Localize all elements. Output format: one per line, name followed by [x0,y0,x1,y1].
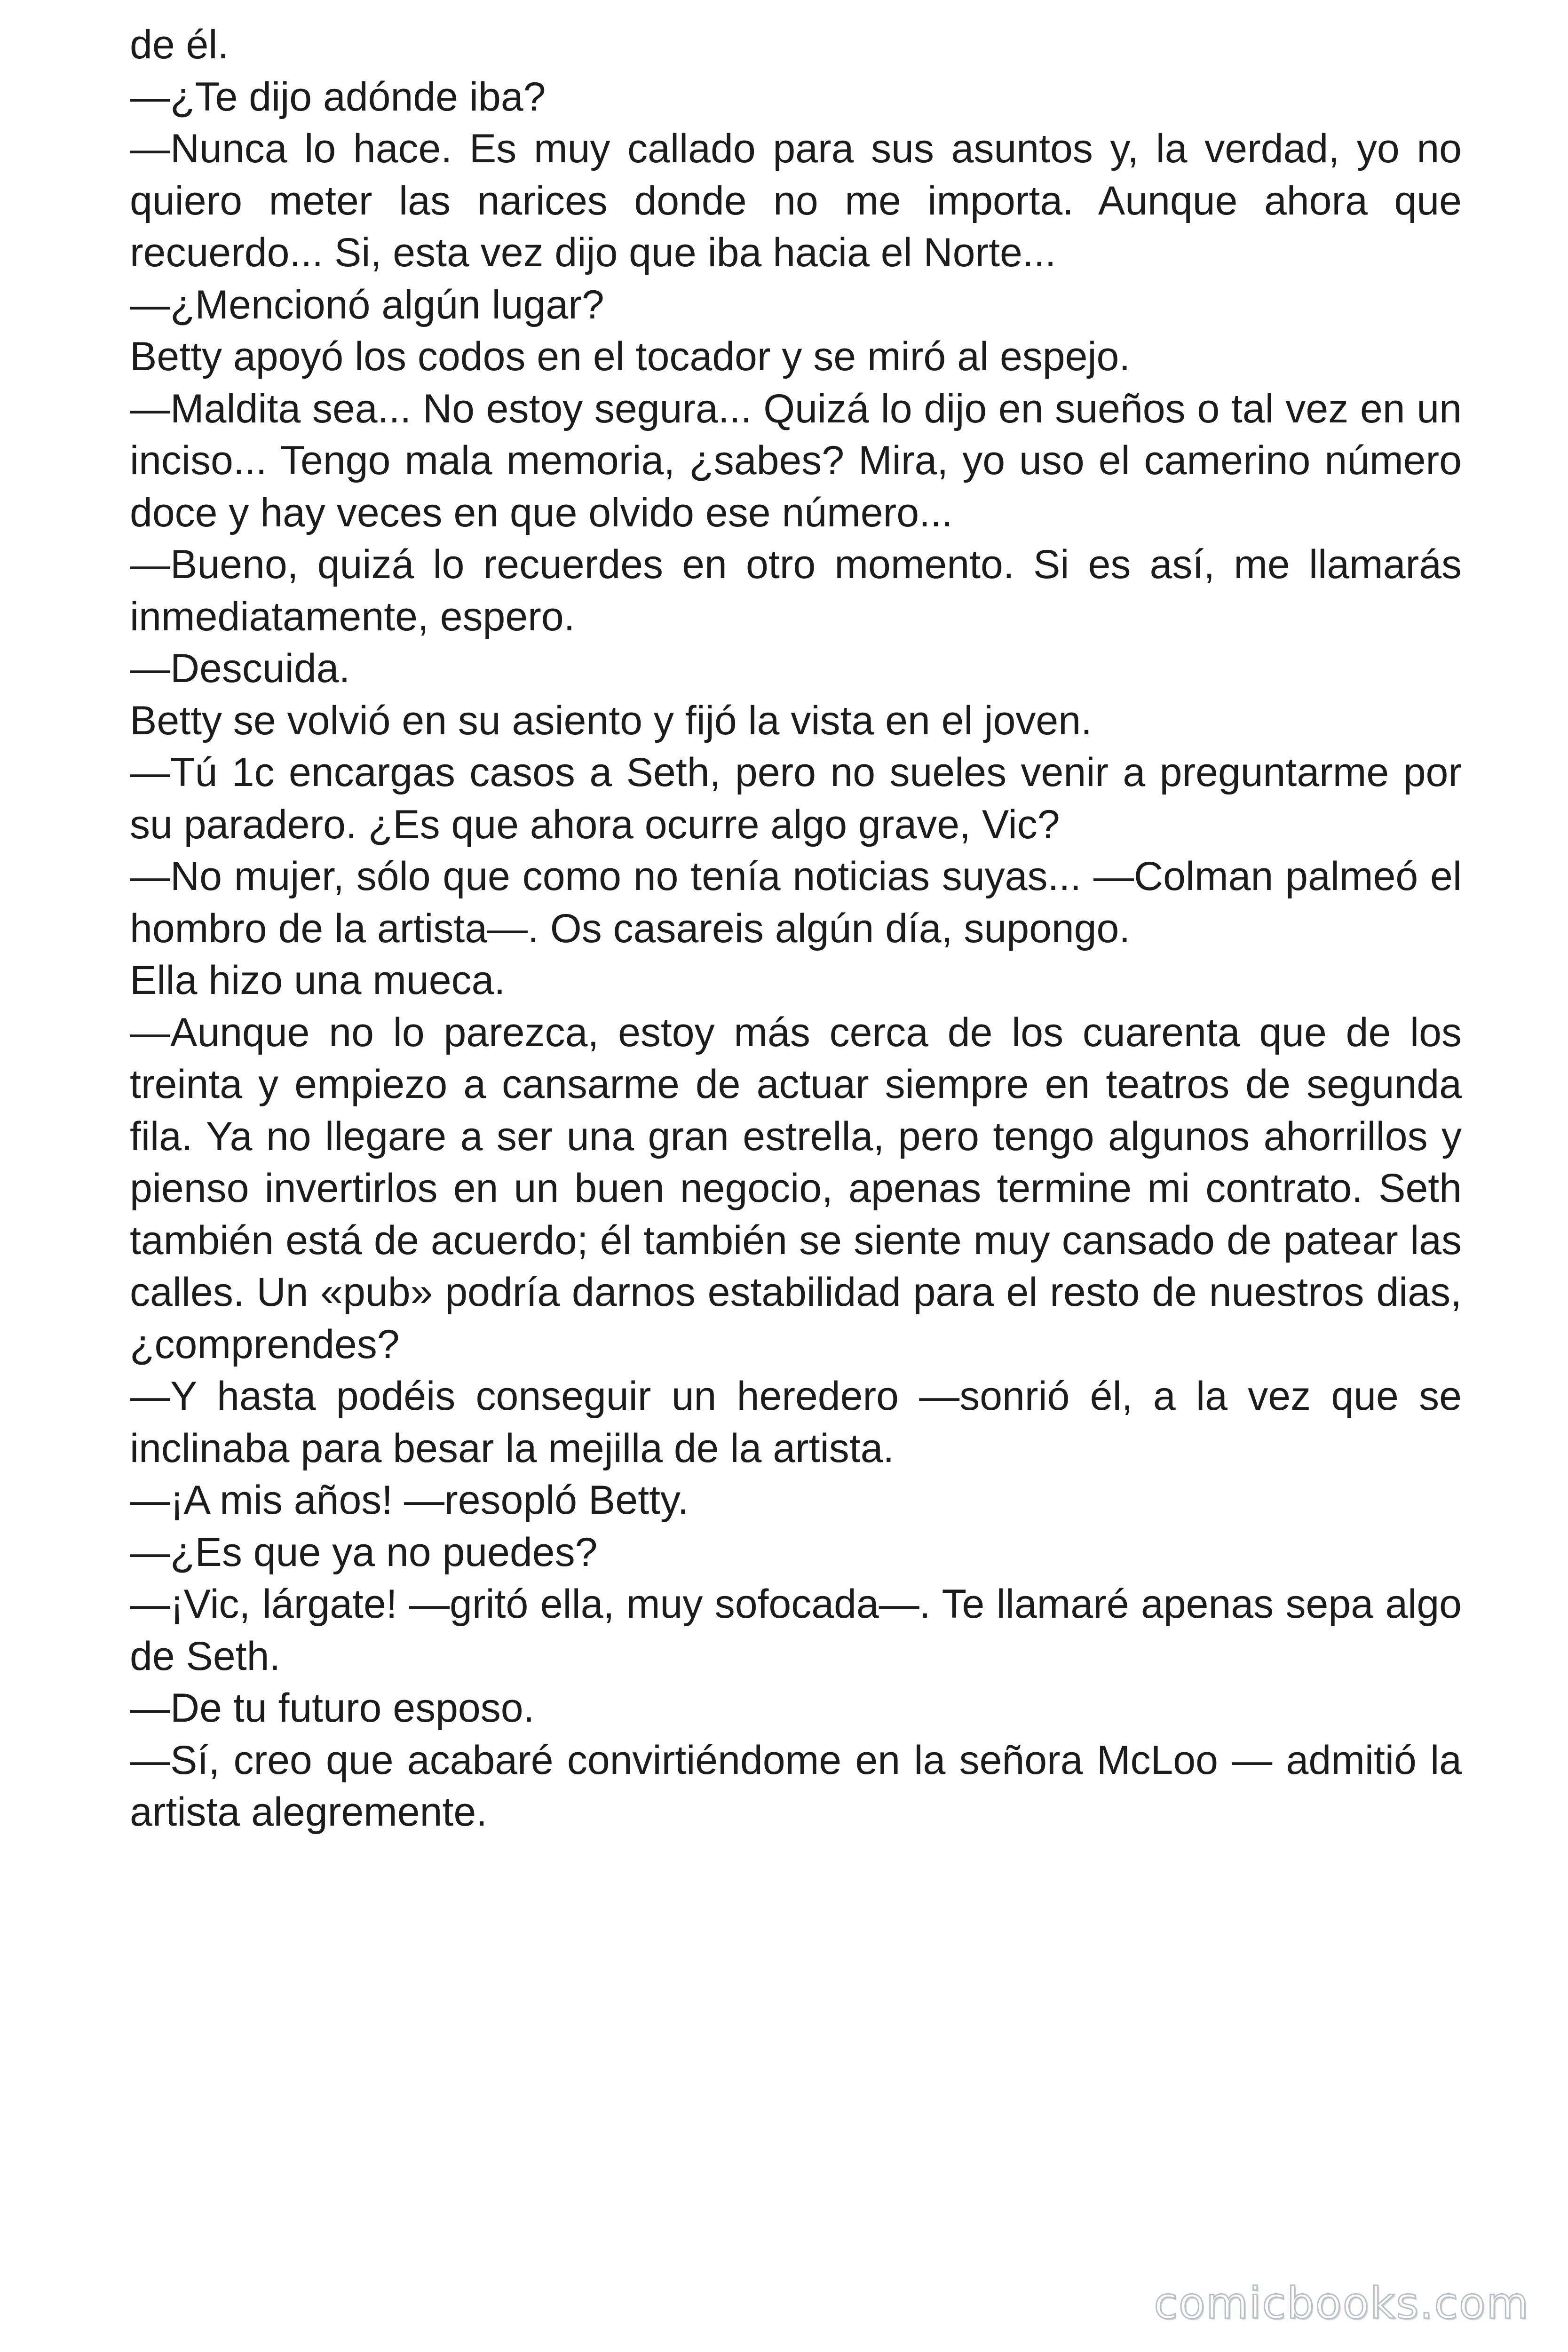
paragraph: —Tú 1c encargas casos a Seth, pero no sueles venir a preguntarme por su paradero. ¿Es que ahora ocurre algo grave, Vic? [130,750,1462,847]
paragraph: —Maldita sea... No estoy segura... Quizá lo dijo en sueños o tal vez en un inciso... Tengo mala memoria, ¿sabes? Mira, yo uso el camerino número doce y hay veces en que olvido ese número... [130,386,1462,535]
paragraph: —Y hasta podéis conseguir un heredero —sonrió él, a la vez que se inclinaba para besar la mejilla de la artista. [130,1374,1462,1471]
site-watermark: comicbooks.com [1154,2278,1529,2328]
paragraph: de él. [130,22,229,67]
paragraph: —Nunca lo hace. Es muy callado para sus asuntos y, la verdad, yo no quiero meter las narices donde no me importa. Aunque ahora que recuerdo... Si, esta vez dijo que iba hacia el Norte... [130,126,1462,275]
paragraph: —¿Te dijo adónde iba? [130,74,546,119]
paragraph: —¿Es que ya no puedes? [130,1529,598,1575]
paragraph: —No mujer, sólo que como no tenía noticias suyas... —Colman palmeó el hombro de la artista—. Os casareis algún día, supongo. [130,854,1462,951]
paragraph: —Sí, creo que acabaré convirtiéndome en la señora McLoo — admitió la artista alegremente. [130,1737,1462,1835]
paragraph: Betty se volvió en su asiento y fijó la vista en el joven. [130,698,1092,743]
paragraph: —¿Mencionó algún lugar? [130,282,604,327]
paragraph: —De tu futuro esposo. [130,1685,535,1731]
paragraph: —Bueno, quizá lo recuerdes en otro momento. Si es así, me llamarás inmediatamente, espero. [130,542,1462,639]
paragraph: —¡A mis años! —resopló Betty. [130,1478,689,1523]
paragraph: —¡Vic, lárgate! —gritó ella, muy sofocada—. Te llamaré apenas sepa algo de Seth. [130,1581,1462,1679]
paragraph: —Aunque no lo parezca, estoy más cerca de los cuarenta que de los treinta y empiezo a cansarme de actuar siempre en teatros de segunda fila. Ya no llegare a ser una gran estrella, pero tengo algunos ahorrillos y pienso invertirlos en un buen negocio, apenas termine mi contrato. Seth también está de acuerdo; él también se siente muy cansado de patear las calles. Un «pub» podría darnos estabilidad para el resto de nuestros dias, ¿comprendes? [130,1009,1462,1367]
book-page-text [130,19,1462,1838]
paragraph: Betty apoyó los codos en el tocador y se miró al espejo. [130,334,1131,379]
paragraph: Ella hizo una mueca. [130,958,506,1003]
paragraph: —Descuida. [130,646,350,691]
